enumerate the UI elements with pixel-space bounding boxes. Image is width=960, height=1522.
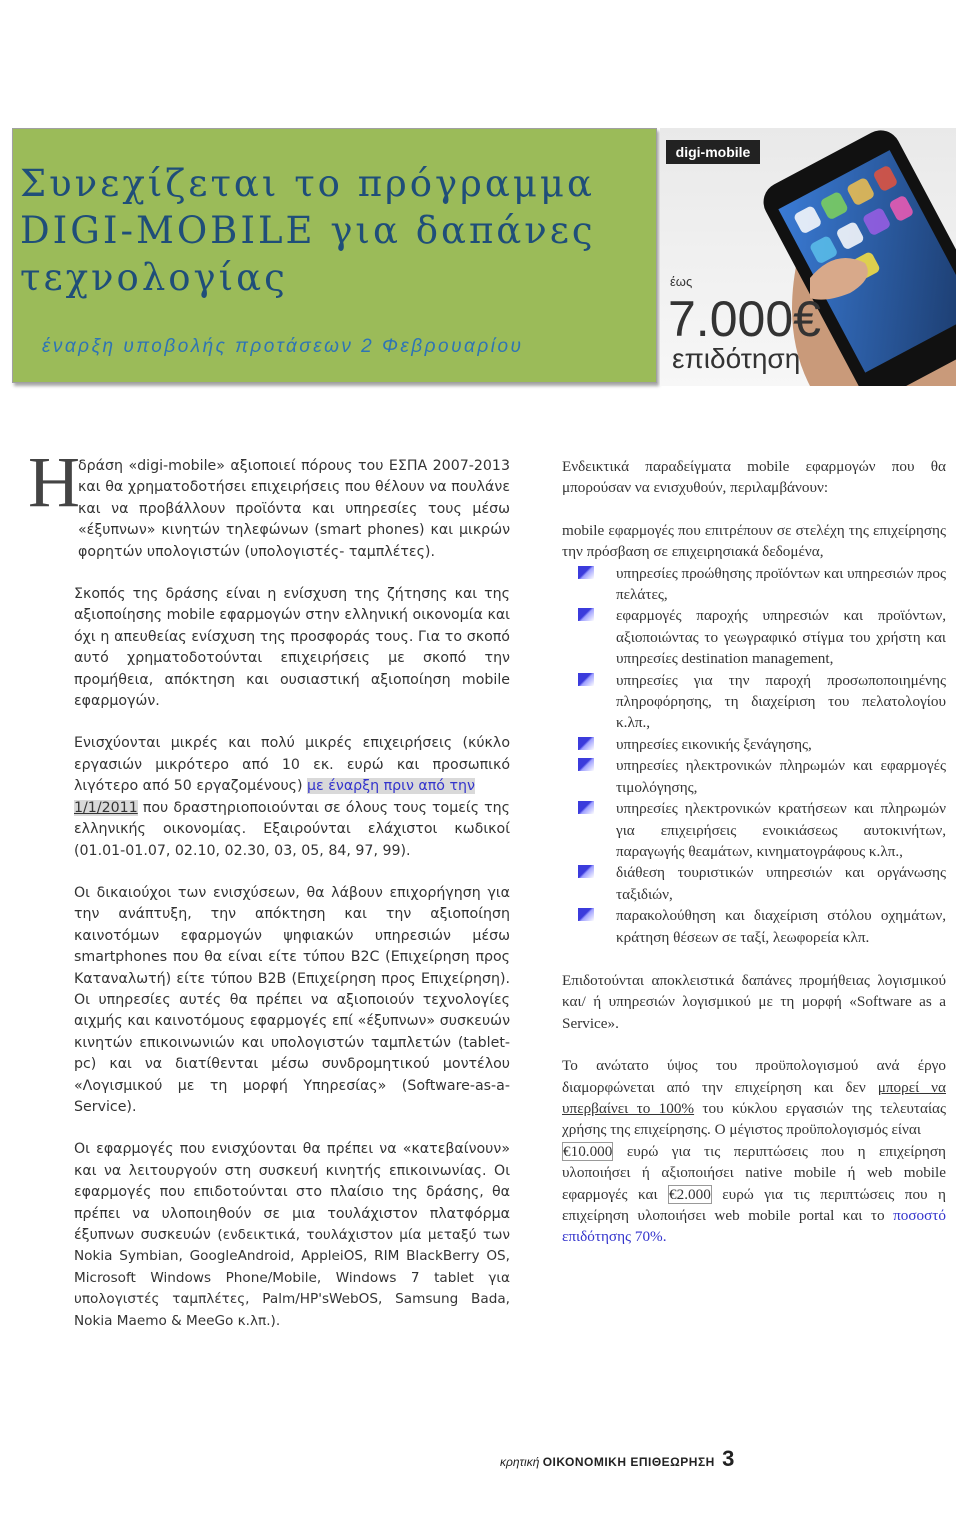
beneficiaries-paragraph: Οι δικαιούχοι των ενισχύσεων, θα λάβουν επιχορήγηση για την ανάπτυξη, την απόκτηση και την αξιοποίηση καινοτόμων εφαρμογών ψηφιακών υπηρεσιών μέσω smartphones που θα είναι είτε τύπου B2C (Επιχείρηση προς Καταναλωτή) είτε τύπου B2B (Επιχείρηση προς Επιχείρηση). Οι υπηρεσίες αυτές θα πρέπει να αξιοποιούν τεχνολογίες αιχμής και καινοτόμους εφαρμογές επί «έξυπνων» συσκευών κινητών επικοινωνιών και υπολογιστών ταμπλετών (tablet-pc) και να διατίθενται μέσω συνδρομητικού μοντέλου «Λογισμικού με τη μορφή Υπηρεσίας» (Software-as-a-Service). (74, 884, 510, 1115)
ad-amount-text: 7.000€ (668, 291, 821, 347)
eligibility-text-b: που δραστηριοποιούνται σε όλους τους τομείς της ελληνικής οικονομίας. Εξαιρούνται ελάχιστοι κωδικοί (01.01-01.07, 02.10, 02.30, 03, 05, 84, 97, 99). (74, 799, 510, 859)
budget-text-a: Το ανώτατο ύψος του προϋπολογισμού ανά έργο διαμορφώνεται από την επιχείρηση και δεν (562, 1057, 946, 1096)
eligible-costs-paragraph: Επιδοτούνται αποκλειστικά δαπάνες προμήθειας λογισμικού και/ ή υπηρεσιών λογισμικού με τη μορφή «Software as a Service». (562, 971, 946, 1032)
subsidy-rate: ποσοστό επιδότησης 70%. (562, 1207, 946, 1246)
title-line-2: DIGI-MOBILE για δαπάνες (20, 209, 596, 252)
purpose-paragraph: Σκοπός της δράσης είναι η ενίσχυση της ζήτησης και της αξιοποίησης mobile εφαρμογών στην ελληνική οικονομία και όχι η απευθείας ενίσχυση της προσφοράς τους. Για το σκοπό αυτό χρηματοδοτούνται επιχειρήσεις με σκοπό την προμήθεια, απόκτηση και ουσιαστική αξιοποίηση mobile εφαρμογών. (74, 586, 510, 710)
bullet-square-icon (578, 908, 594, 921)
phone-hand-illustration (660, 128, 956, 386)
budget-text-b: του κύκλου εργασιών της τελευταίας χρήσης της επιχείρησης. Ο μέγιστος προϋπολογισμός είναι (562, 1099, 947, 1139)
budget-amount-portal: €2.000 (669, 1185, 711, 1203)
footer-brand: ΟΙΚΟΝΟΜΙΚΗ ΕΠΙΘΕΩΡΗΣΗ (542, 1455, 715, 1469)
list-item (586, 862, 946, 905)
right-column (562, 456, 946, 1248)
list-item (586, 670, 946, 734)
eligibility-date: 1/1/2011 (74, 799, 138, 816)
page-title (20, 160, 650, 301)
eligibility-text-a: Ενισχύονται μικρές και πολύ μικρές επιχειρήσεις (κύκλο εργασιών μικρότερο από 10 εκ. ευρώ και προσωπικό λιγότερο από 50 εργαζομένους) (74, 735, 510, 795)
list-item (586, 605, 946, 669)
eligibility-paragraph (74, 733, 510, 861)
platforms-text: Οι εφαρμογές που ενισχύονται θα πρέπει να «κατεβαίνουν» και να λειτουργούν στη συσκευή κινητής επικοινωνίας. Οι εφαρμογές που επιδοτούνται στο πλαίσιο της δράσης, θα πρέπει να υλοποιηθούν σε μια τουλάχιστον πλατφόρμα έξυπνων συσκευών (74, 1141, 510, 1243)
ad-brand-text: digi-mobile (675, 144, 751, 160)
list-item-text: παρακολούθηση και διαχείριση στόλου οχημάτων, κράτηση θέσεων σε ταξί, λεωφορεία κλπ. (616, 907, 946, 946)
platforms-list: (ενδεικτικά, τουλάχιστον μία μεταξύ των Nokia Symbian, GoogleAndroid, AppleiOS, RIM BlackBerry OS, Microsoft Windows Phone/Mobile, Windows 7 tablet για υπολογιστές ταμπλέτες, Palm/HP'sWebOS, Samsung Bada, Nokia Maemo & MeeGo κ.λπ.). (74, 1227, 510, 1329)
page-number: 3 (722, 1446, 735, 1471)
bullet-square-icon (578, 608, 594, 621)
budget-amount-max: €10.000 (563, 1142, 613, 1160)
eligibility-highlight: με έναρξη πριν από την (307, 778, 475, 795)
bullet-square-icon (578, 673, 594, 686)
budget-text-c: ευρώ για τις περιπτώσεις που η επιχείρηση υλοποιήσει ή αξιοποιήσει native mobile ή web mobile εφαρμογές και (562, 1142, 946, 1203)
bullet-square-icon (578, 737, 594, 750)
bullet-square-icon (578, 758, 594, 771)
list-item-text: εφαρμογές παροχής υπηρεσιών και προϊόντων, αξιοποιώντας το γεωγραφικό στίγμα του χρήστη και υπηρεσίες destination management, (616, 607, 946, 668)
budget-paragraph (562, 1055, 946, 1248)
list-item (586, 905, 946, 948)
page-subtitle: έναρξη υποβολής προτάσεων 2 Φεβρουαρίου (42, 336, 524, 357)
list-item-text: υπηρεσίες ηλεκτρονικών πληρωμών και εφαρμογές τιμολόγησης, (616, 757, 946, 796)
budget-text-d: ευρώ για τις περιπτώσεις που η επιχείρηση υλοποιήσει web mobile portal και το (562, 1185, 946, 1224)
examples-lead: mobile εφαρμογές που επιτρέπουν σε στελέχη της επιχείρησης την πρόσβαση σε επιχειρησιακά δεδομένα, (562, 521, 946, 561)
title-line-1: Συνεχίζεται το πρόγραμμα (20, 162, 595, 205)
bullet-square-icon (578, 865, 594, 878)
list-item-text: υπηρεσίες εικονικής ξενάγησης, (616, 735, 812, 753)
list-item (586, 755, 946, 798)
digi-mobile-ad-image (660, 128, 956, 386)
list-item-text: υπηρεσίες ηλεκτρονικών κρατήσεων και πληρωμών για επιχειρήσεις ενοικιάσεως αυτοκινήτων, παραγωγής θεαμάτων, κινηματογράφους κ.λπ., (616, 800, 946, 860)
intro-paragraph: δράση «digi-mobile» αξιοποιεί πόρους του ΕΣΠΑ 2007-2013 και θα χρηματοδοτήσει επιχειρήσεις που θέλουν να πουλάνε και να προβάλλουν προϊόντα και υπηρεσίες τους μέσω «έξυπνων» κινητών τηλεφώνων (smart phones) και μικρών φορητών υπολογιστών (υπολογιστές- ταμπλέτες). (78, 458, 510, 560)
list-item-text: υπηρεσίες για την παροχή προσωποποιημένης πληροφόρησης, τη διαχείριση του πελατολογίου κ.λπ., (616, 671, 946, 732)
list-item-text: διάθεση τουριστικών υπηρεσιών και οργάνωσης ταξιδιών, (616, 864, 946, 903)
dropcap-letter: Η (28, 442, 80, 522)
examples-list (586, 563, 946, 948)
ad-upto-text: έως (670, 274, 693, 289)
footer-kicker: κρητική (500, 1455, 540, 1469)
list-item-text: υπηρεσίες προώθησης προϊόντων και υπηρεσιών προς πελάτες, (616, 564, 946, 604)
title-line-3: τεχνολογίας (20, 256, 288, 299)
platforms-paragraph (74, 1139, 510, 1332)
bullet-square-icon (578, 801, 594, 814)
budget-limit-underlined: μπορεί να υπερβαίνει το 100% (562, 1078, 947, 1117)
list-item (586, 798, 946, 862)
page-footer (500, 1446, 800, 1472)
ad-label-text: επιδότηση (672, 343, 801, 374)
left-column (74, 456, 510, 1332)
examples-intro: Ενδεικτικά παραδείγματα mobile εφαρμογών που θα μπορούσαν να ενισχυθούν, περιλαμβάνουν: (562, 458, 946, 497)
bullet-square-icon (578, 566, 594, 579)
list-item (586, 563, 946, 606)
list-item (586, 734, 946, 755)
